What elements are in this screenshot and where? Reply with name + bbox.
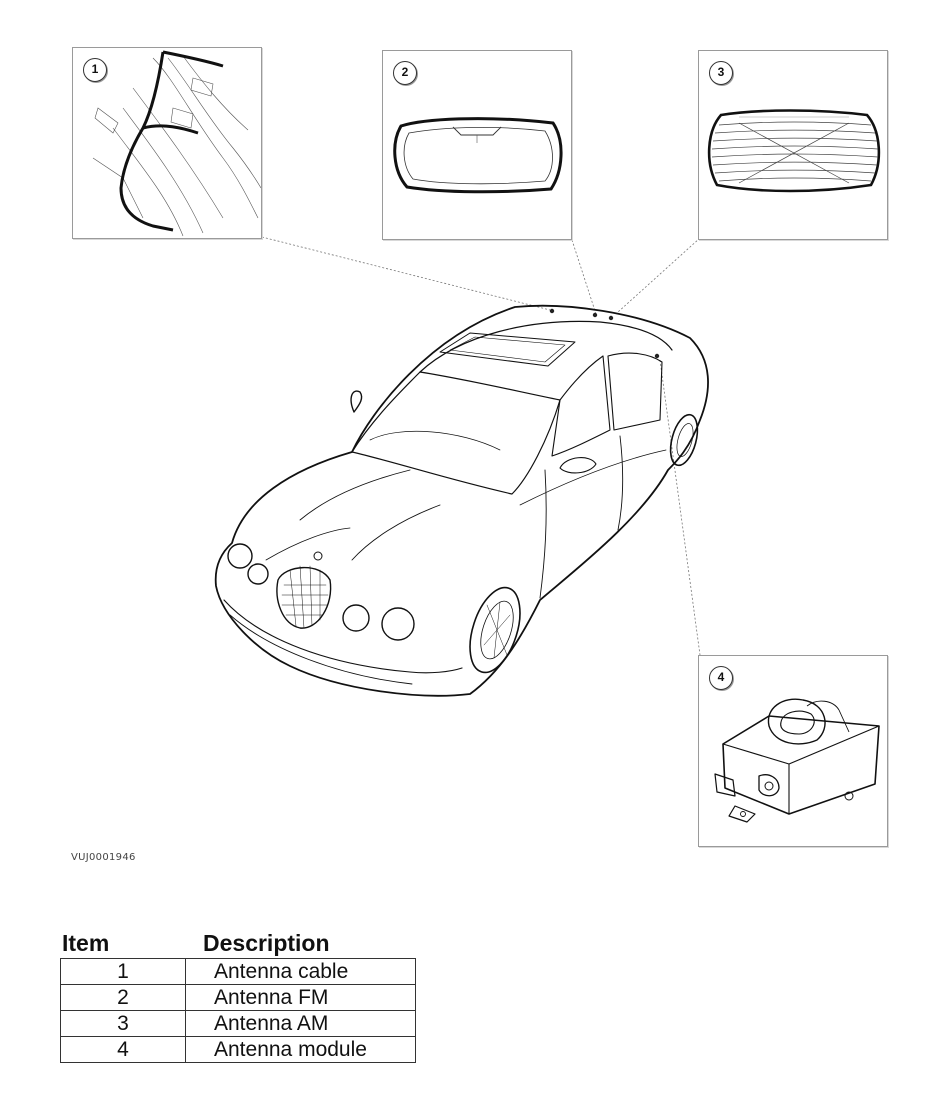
legend-header <box>60 930 416 958</box>
car-body <box>216 306 708 696</box>
antenna-cable-illustration <box>73 48 261 238</box>
item-legend <box>60 930 416 1063</box>
item-number: 3 <box>61 1011 186 1037</box>
callout-panel-3 <box>698 50 888 240</box>
callout-panel-2 <box>382 50 572 240</box>
callout-panel-4 <box>698 655 888 847</box>
windscreen-fm-illustration <box>383 51 571 239</box>
table-row <box>61 959 416 985</box>
table-row <box>61 985 416 1011</box>
item-number: 1 <box>61 959 186 985</box>
table-row <box>61 1011 416 1037</box>
item-column-header: Item <box>62 930 110 956</box>
leader-lines <box>262 237 700 655</box>
item-description: Antenna AM <box>186 1011 416 1037</box>
figure-reference-code: VUJ0001946 <box>71 852 136 863</box>
callout-number-2: 2 <box>393 61 417 85</box>
table-row <box>61 1037 416 1063</box>
item-description: Antenna FM <box>186 985 416 1011</box>
callout-panel-1 <box>72 47 262 239</box>
callout-number-3: 3 <box>709 61 733 85</box>
rear-screen-am-illustration <box>699 51 887 239</box>
callout-number-1: 1 <box>83 58 107 82</box>
callout-number-4: 4 <box>709 666 733 690</box>
item-description: Antenna module <box>186 1037 416 1063</box>
legend-table <box>60 958 416 1063</box>
item-number: 4 <box>61 1037 186 1063</box>
item-number: 2 <box>61 985 186 1011</box>
antenna-points <box>550 309 659 358</box>
description-column-header: Description <box>203 930 330 956</box>
item-description: Antenna cable <box>186 959 416 985</box>
antenna-module-illustration <box>699 656 887 846</box>
